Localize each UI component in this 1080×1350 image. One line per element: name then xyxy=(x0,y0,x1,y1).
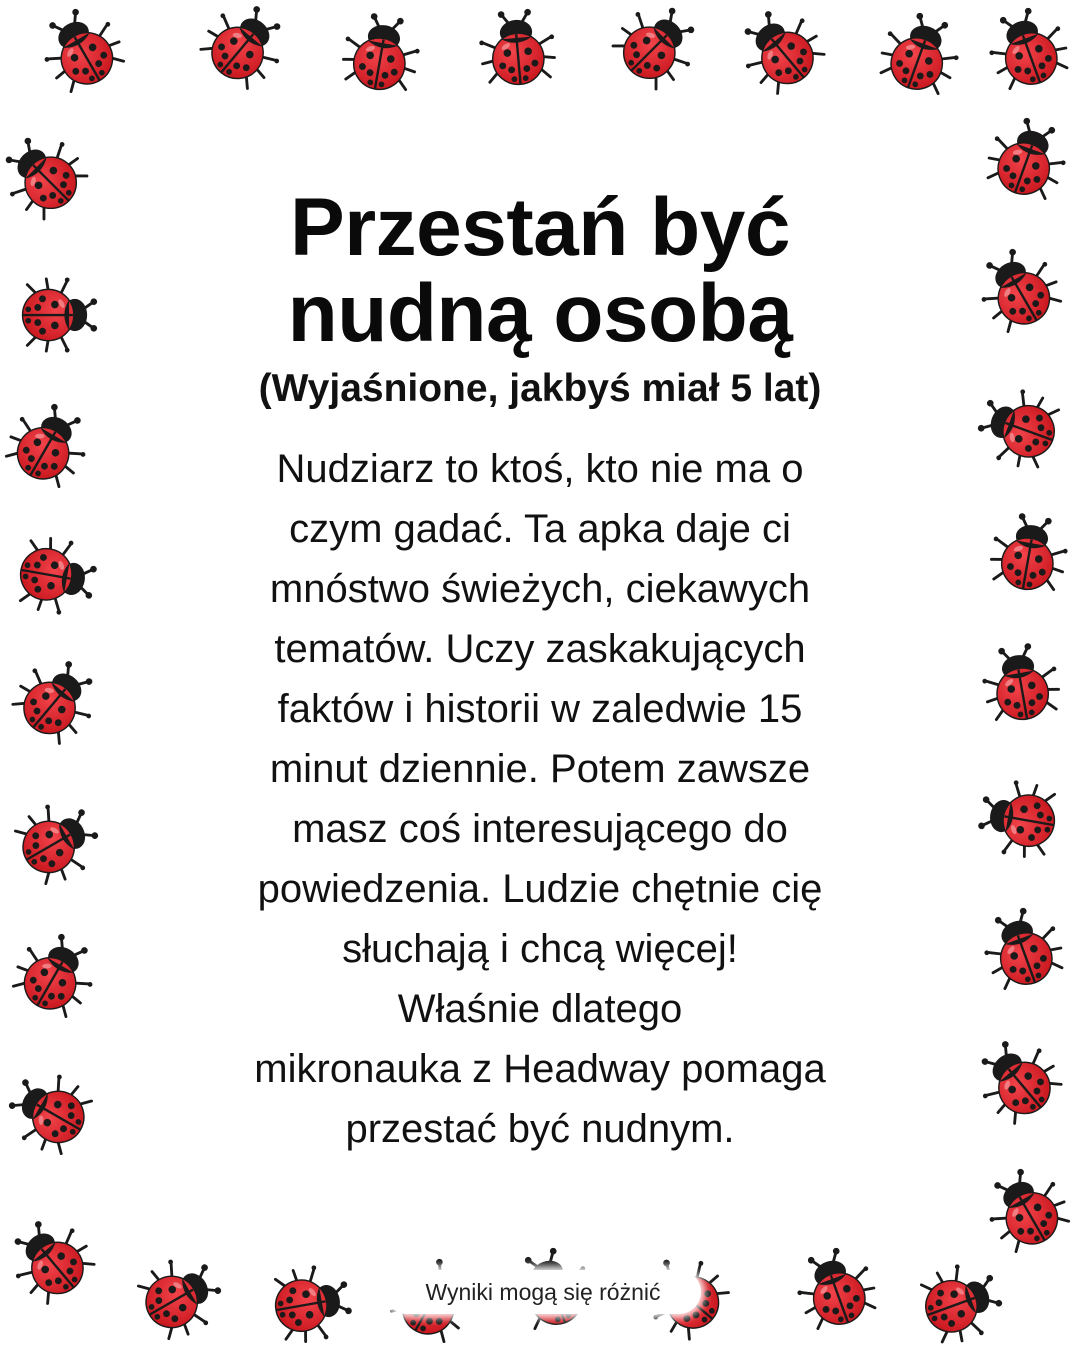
ladybug-icon xyxy=(967,237,1069,339)
body-line: tematów. Uczy zaskakujących xyxy=(274,627,806,671)
body-line: masz coś interesującego do xyxy=(292,807,788,851)
title-line-2: nudną osobą xyxy=(287,268,793,359)
body-line: słuchają i chcą więcej! xyxy=(342,927,738,971)
ladybug-icon xyxy=(787,1240,883,1336)
ladybug-icon xyxy=(0,1060,99,1162)
ladybug-icon xyxy=(14,533,100,620)
body-line: czym gadać. Ta apka daje ci xyxy=(289,507,791,551)
ladybug-icon xyxy=(977,639,1064,725)
ladybug-icon xyxy=(5,922,107,1024)
page-title xyxy=(150,182,930,359)
ladybug-icon xyxy=(0,122,95,228)
ladybug-icon xyxy=(873,5,969,101)
body-line: mnóstwo świeżych, ciekawych xyxy=(269,567,811,611)
body-line: faktów i historii w zaledwie 15 xyxy=(277,687,803,731)
body-line: minut dziennie. Potem zawsze xyxy=(269,747,811,791)
ladybug-icon xyxy=(970,379,1066,475)
ladybug-icon xyxy=(727,0,832,102)
body-text xyxy=(150,439,930,1159)
body-line: Nudziarz to ktoś, kto nie ma o xyxy=(276,447,804,491)
ladybug-icon xyxy=(974,900,1070,996)
body-line: Właśnie dlatego xyxy=(397,987,683,1031)
ladybug-icon xyxy=(0,392,100,494)
ladybug-icon xyxy=(979,0,1075,96)
ladybug-icon xyxy=(23,277,98,352)
ladybug-icon xyxy=(477,7,558,88)
ladybug-icon xyxy=(964,1026,1069,1131)
body-line: powiedzenia. Ludzie chętnie cię xyxy=(257,867,823,911)
ladybug-icon xyxy=(338,9,425,95)
disclaimer-badge: Wyniki mogą się różnić xyxy=(385,1270,701,1314)
ladybug-icon xyxy=(131,1245,233,1347)
main-content xyxy=(150,182,930,1159)
ladybug-icon xyxy=(0,1206,103,1311)
ladybug-icon xyxy=(986,509,1073,595)
ladybug-icon xyxy=(269,1260,355,1347)
ladybug-icon xyxy=(605,0,711,97)
ladybug-icon xyxy=(980,110,1076,206)
title-line-1: Przestań być xyxy=(290,182,790,273)
ladybug-icon xyxy=(975,1157,1077,1259)
ladybug-icon xyxy=(8,790,110,892)
body-line: przestać być nudnym. xyxy=(345,1107,735,1151)
ladybug-icon xyxy=(192,0,297,97)
subtitle: (Wyjaśnione, jakbyś miał 5 lat) xyxy=(258,367,822,410)
ladybug-icon xyxy=(974,775,1060,862)
ladybug-icon xyxy=(30,0,132,99)
ladybug-icon xyxy=(4,646,109,751)
body-line: mikronauka z Headway pomaga xyxy=(254,1047,826,1091)
ladybug-icon xyxy=(914,1254,1010,1350)
